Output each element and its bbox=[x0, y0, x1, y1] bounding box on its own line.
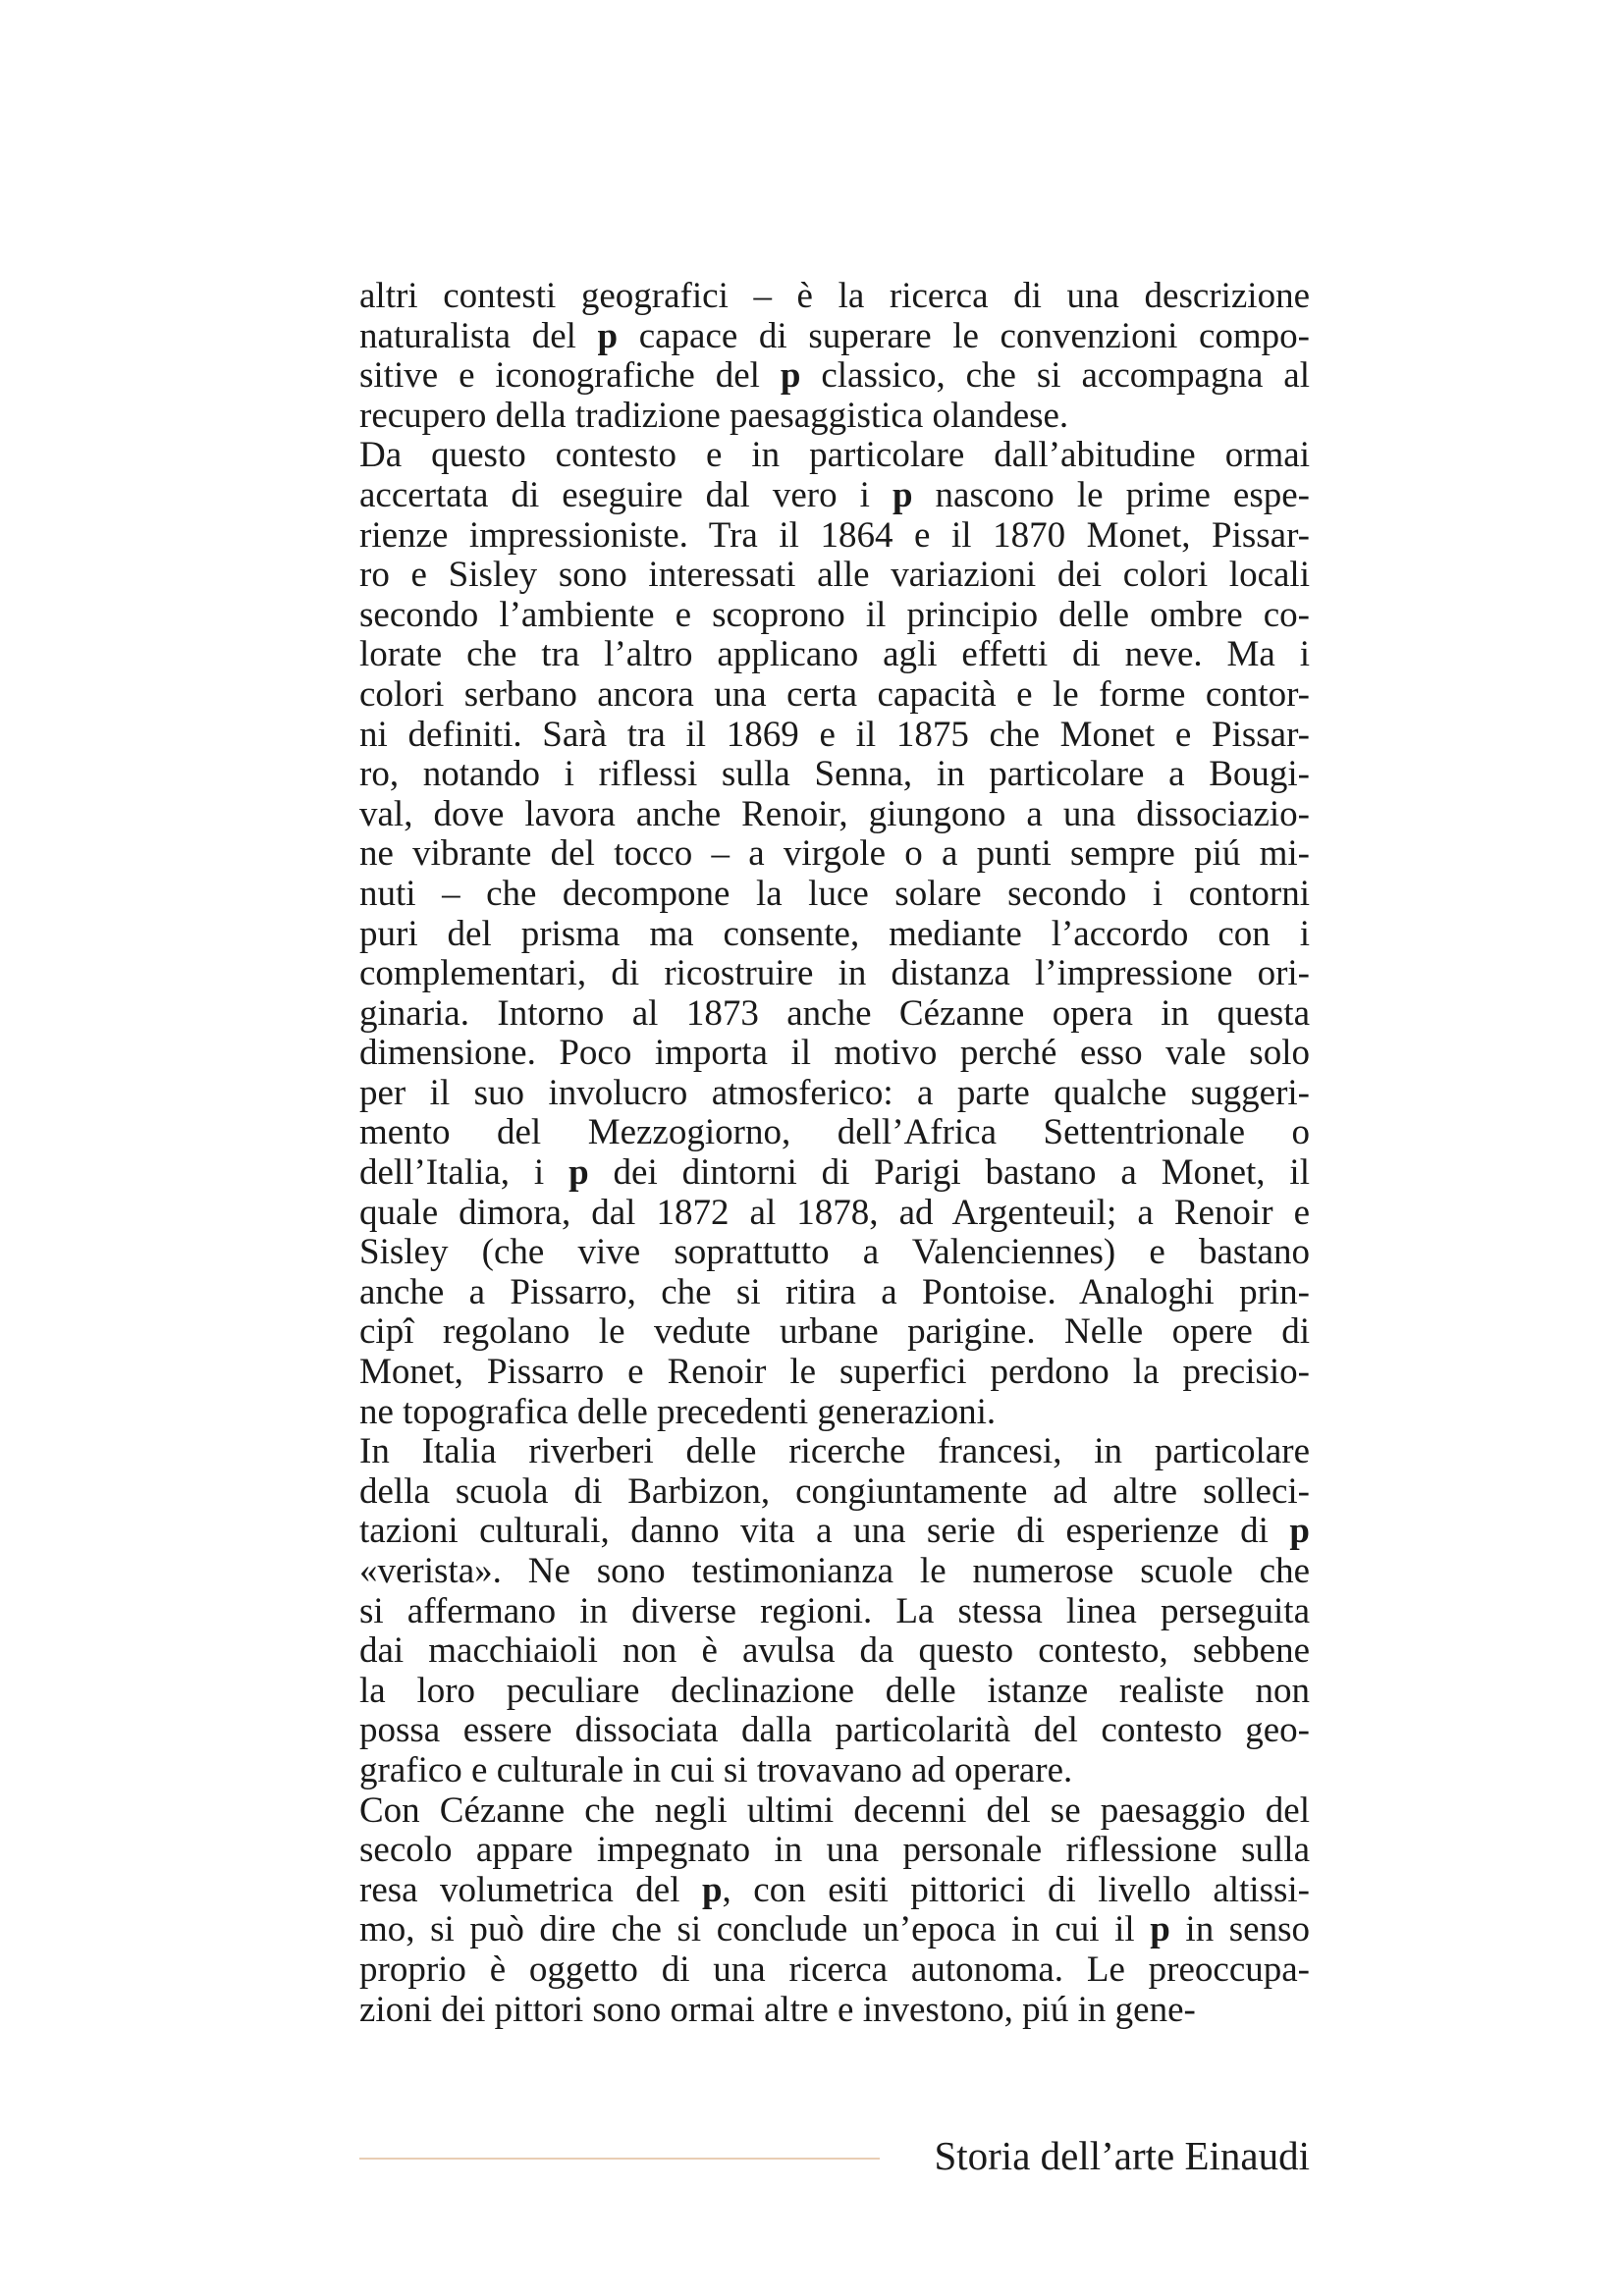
text-run: Da questo contesto e in particolare dall’abitudine ormai bbox=[359, 435, 1310, 476]
paragraph bbox=[359, 1791, 1310, 2031]
text-line bbox=[359, 1393, 1310, 1433]
text-run: colori serbano ancora una certa capacità e le forme contor- bbox=[359, 673, 1310, 715]
text-run: accertata di eseguire dal vero i bbox=[359, 474, 893, 515]
bold-term: p bbox=[597, 315, 619, 356]
bold-term: p bbox=[1289, 1511, 1310, 1552]
text-line bbox=[359, 675, 1310, 716]
text-run: la loro peculiare declinazione delle istanze realiste non bbox=[359, 1670, 1310, 1711]
text-line bbox=[359, 397, 1310, 437]
text-run: dei dintorni di Parigi bastano a Monet, il bbox=[588, 1152, 1310, 1194]
text-line bbox=[359, 1991, 1310, 2031]
text-run: possa essere dissociata dalla particolarità del contesto geo- bbox=[359, 1710, 1310, 1751]
text-run: Monet, Pissarro e Renoir le superfici perdono la precisio- bbox=[359, 1352, 1310, 1393]
text-run: si affermano in diverse regioni. La stessa linea perseguita bbox=[359, 1590, 1310, 1631]
text-line bbox=[359, 1831, 1310, 1871]
text-line bbox=[359, 476, 1310, 516]
text-line bbox=[359, 1751, 1310, 1791]
text-run: ro e Sisley sono interessati alle variazioni dei colori locali bbox=[359, 555, 1310, 596]
text-run: dai macchiaioli non è avulsa da questo contesto, sebbene bbox=[359, 1630, 1310, 1672]
paragraph bbox=[359, 436, 1310, 1432]
text-run: sitive e iconografiche del bbox=[359, 355, 781, 397]
text-run: ne vibrante del tocco – a virgole o a punti sempre piú mi- bbox=[359, 833, 1310, 875]
paragraph bbox=[359, 277, 1310, 436]
text-line bbox=[359, 1791, 1310, 1832]
text-run: ni definiti. Sarà tra il 1869 e il 1875 che Monet e Pissar- bbox=[359, 714, 1310, 755]
text-run: ne topografica delle precedenti generazioni. bbox=[359, 1391, 997, 1432]
text-run: val, dove lavora anche Renoir, giungono a una dissociazio- bbox=[359, 793, 1310, 834]
body-text bbox=[359, 277, 1310, 2030]
text-run: secolo appare impegnato in una personale riflessione sulla bbox=[359, 1830, 1310, 1871]
text-line bbox=[359, 1312, 1310, 1353]
text-line bbox=[359, 875, 1310, 915]
text-run: mento del Mezzogiorno, dell’Africa Settentrionale o bbox=[359, 1112, 1310, 1153]
text-line bbox=[359, 1672, 1310, 1712]
text-run: della scuola di Barbizon, congiuntamente ad altre solleci- bbox=[359, 1470, 1310, 1512]
text-line bbox=[359, 716, 1310, 756]
text-run: secondo l’ambiente e scoprono il principio delle ombre co- bbox=[359, 594, 1310, 635]
text-run: altri contesti geografici – è la ricerca di una descrizione bbox=[359, 276, 1310, 316]
text-run: complementari, di ricostruire in distanza l’impressione ori- bbox=[359, 953, 1310, 994]
text-line bbox=[359, 1074, 1310, 1114]
footer-rule bbox=[359, 2158, 880, 2160]
text-run: dimensione. Poco importa il motivo perché esso vale solo bbox=[359, 1033, 1310, 1074]
text-line bbox=[359, 1273, 1310, 1313]
paragraph bbox=[359, 1432, 1310, 1790]
text-run: ginaria. Intorno al 1873 anche Cézanne opera in questa bbox=[359, 992, 1310, 1034]
text-run: mo, si può dire che si conclude un’epoca in cui il bbox=[359, 1909, 1151, 1950]
text-line bbox=[359, 1034, 1310, 1074]
text-line bbox=[359, 356, 1310, 397]
text-run: quale dimora, dal 1872 al 1878, ad Argenteuil; a Renoir e bbox=[359, 1192, 1310, 1233]
text-line bbox=[359, 795, 1310, 835]
text-line bbox=[359, 516, 1310, 557]
footer-title: Storia dell’arte Einaudi bbox=[934, 2133, 1310, 2178]
bold-term: p bbox=[701, 1869, 723, 1910]
text-line bbox=[359, 1153, 1310, 1194]
text-run: cipî regolano le vedute urbane parigine. Nelle opere di bbox=[359, 1311, 1310, 1353]
text-run: puri del prisma ma consente, mediante l’accordo con i bbox=[359, 913, 1310, 954]
text-line bbox=[359, 1552, 1310, 1592]
text-line bbox=[359, 596, 1310, 636]
bold-term: p bbox=[892, 474, 913, 515]
text-run: rienze impressioniste. Tra il 1864 e il 1870 Monet, Pissar- bbox=[359, 514, 1310, 556]
text-run: «verista». Ne sono testimonianza le numerose scuole che bbox=[359, 1551, 1310, 1591]
text-run: lorate che tra l’altro applicano agli effetti di neve. Ma i bbox=[359, 634, 1310, 675]
bold-term: p bbox=[568, 1152, 589, 1194]
text-run: resa volumetrica del bbox=[359, 1869, 702, 1910]
text-line bbox=[359, 1910, 1310, 1950]
text-run: ro, notando i riflessi sulla Senna, in particolare a Bougi- bbox=[359, 754, 1310, 795]
text-run: recupero della tradizione paesaggistica olandese. bbox=[359, 395, 1069, 436]
text-run: grafico e culturale in cui si trovavano ad operare. bbox=[359, 1749, 1073, 1790]
text-line bbox=[359, 1472, 1310, 1513]
text-run: proprio è oggetto di una ricerca autonoma. Le preoccupa- bbox=[359, 1949, 1310, 1990]
text-run: anche a Pissarro, che si ritira a Pontoise. Analoghi prin- bbox=[359, 1271, 1310, 1312]
text-run: dell’Italia, i bbox=[359, 1152, 569, 1194]
text-line bbox=[359, 954, 1310, 994]
text-line bbox=[359, 436, 1310, 476]
text-run: tazioni culturali, danno vita a una serie di esperienze di bbox=[359, 1511, 1290, 1552]
text-line bbox=[359, 1631, 1310, 1672]
text-run: capace di superare le convenzioni compo- bbox=[618, 315, 1310, 356]
bold-term: p bbox=[1150, 1909, 1170, 1950]
text-line bbox=[359, 1432, 1310, 1472]
text-run: naturalista del bbox=[359, 315, 598, 356]
text-line bbox=[359, 755, 1310, 795]
text-line bbox=[359, 1233, 1310, 1273]
text-line bbox=[359, 556, 1310, 596]
text-line bbox=[359, 635, 1310, 675]
page-footer bbox=[359, 2128, 1310, 2187]
text-run: nuti – che decompone la luce solare secondo i contorni bbox=[359, 873, 1310, 914]
text-line bbox=[359, 1353, 1310, 1393]
text-run: Sisley (che vive soprattutto a Valenciennes) e bastano bbox=[359, 1232, 1310, 1273]
text-line bbox=[359, 1113, 1310, 1153]
text-line bbox=[359, 1592, 1310, 1632]
text-run: In Italia riverberi delle ricerche francesi, in particolare bbox=[359, 1431, 1310, 1472]
bold-term: p bbox=[780, 355, 801, 397]
text-run: nascono le prime espe- bbox=[912, 474, 1310, 515]
text-line bbox=[359, 277, 1310, 317]
text-line bbox=[359, 1950, 1310, 1991]
text-run: zioni dei pittori sono ormai altre e investono, piú in gene- bbox=[359, 1989, 1196, 2030]
text-run: in senso bbox=[1169, 1909, 1310, 1950]
text-line bbox=[359, 1194, 1310, 1234]
text-line bbox=[359, 1871, 1310, 1911]
text-run: Con Cézanne che negli ultimi decenni del se paesaggio del bbox=[359, 1789, 1310, 1831]
text-run: , con esiti pittorici di livello altissi- bbox=[722, 1869, 1310, 1910]
text-line bbox=[359, 915, 1310, 955]
text-line bbox=[359, 1711, 1310, 1751]
text-line bbox=[359, 994, 1310, 1035]
text-line bbox=[359, 317, 1310, 357]
text-line bbox=[359, 1512, 1310, 1552]
text-run: per il suo involucro atmosferico: a parte qualche suggeri- bbox=[359, 1072, 1310, 1113]
text-line bbox=[359, 834, 1310, 875]
text-run: classico, che si accompagna al bbox=[800, 355, 1310, 397]
